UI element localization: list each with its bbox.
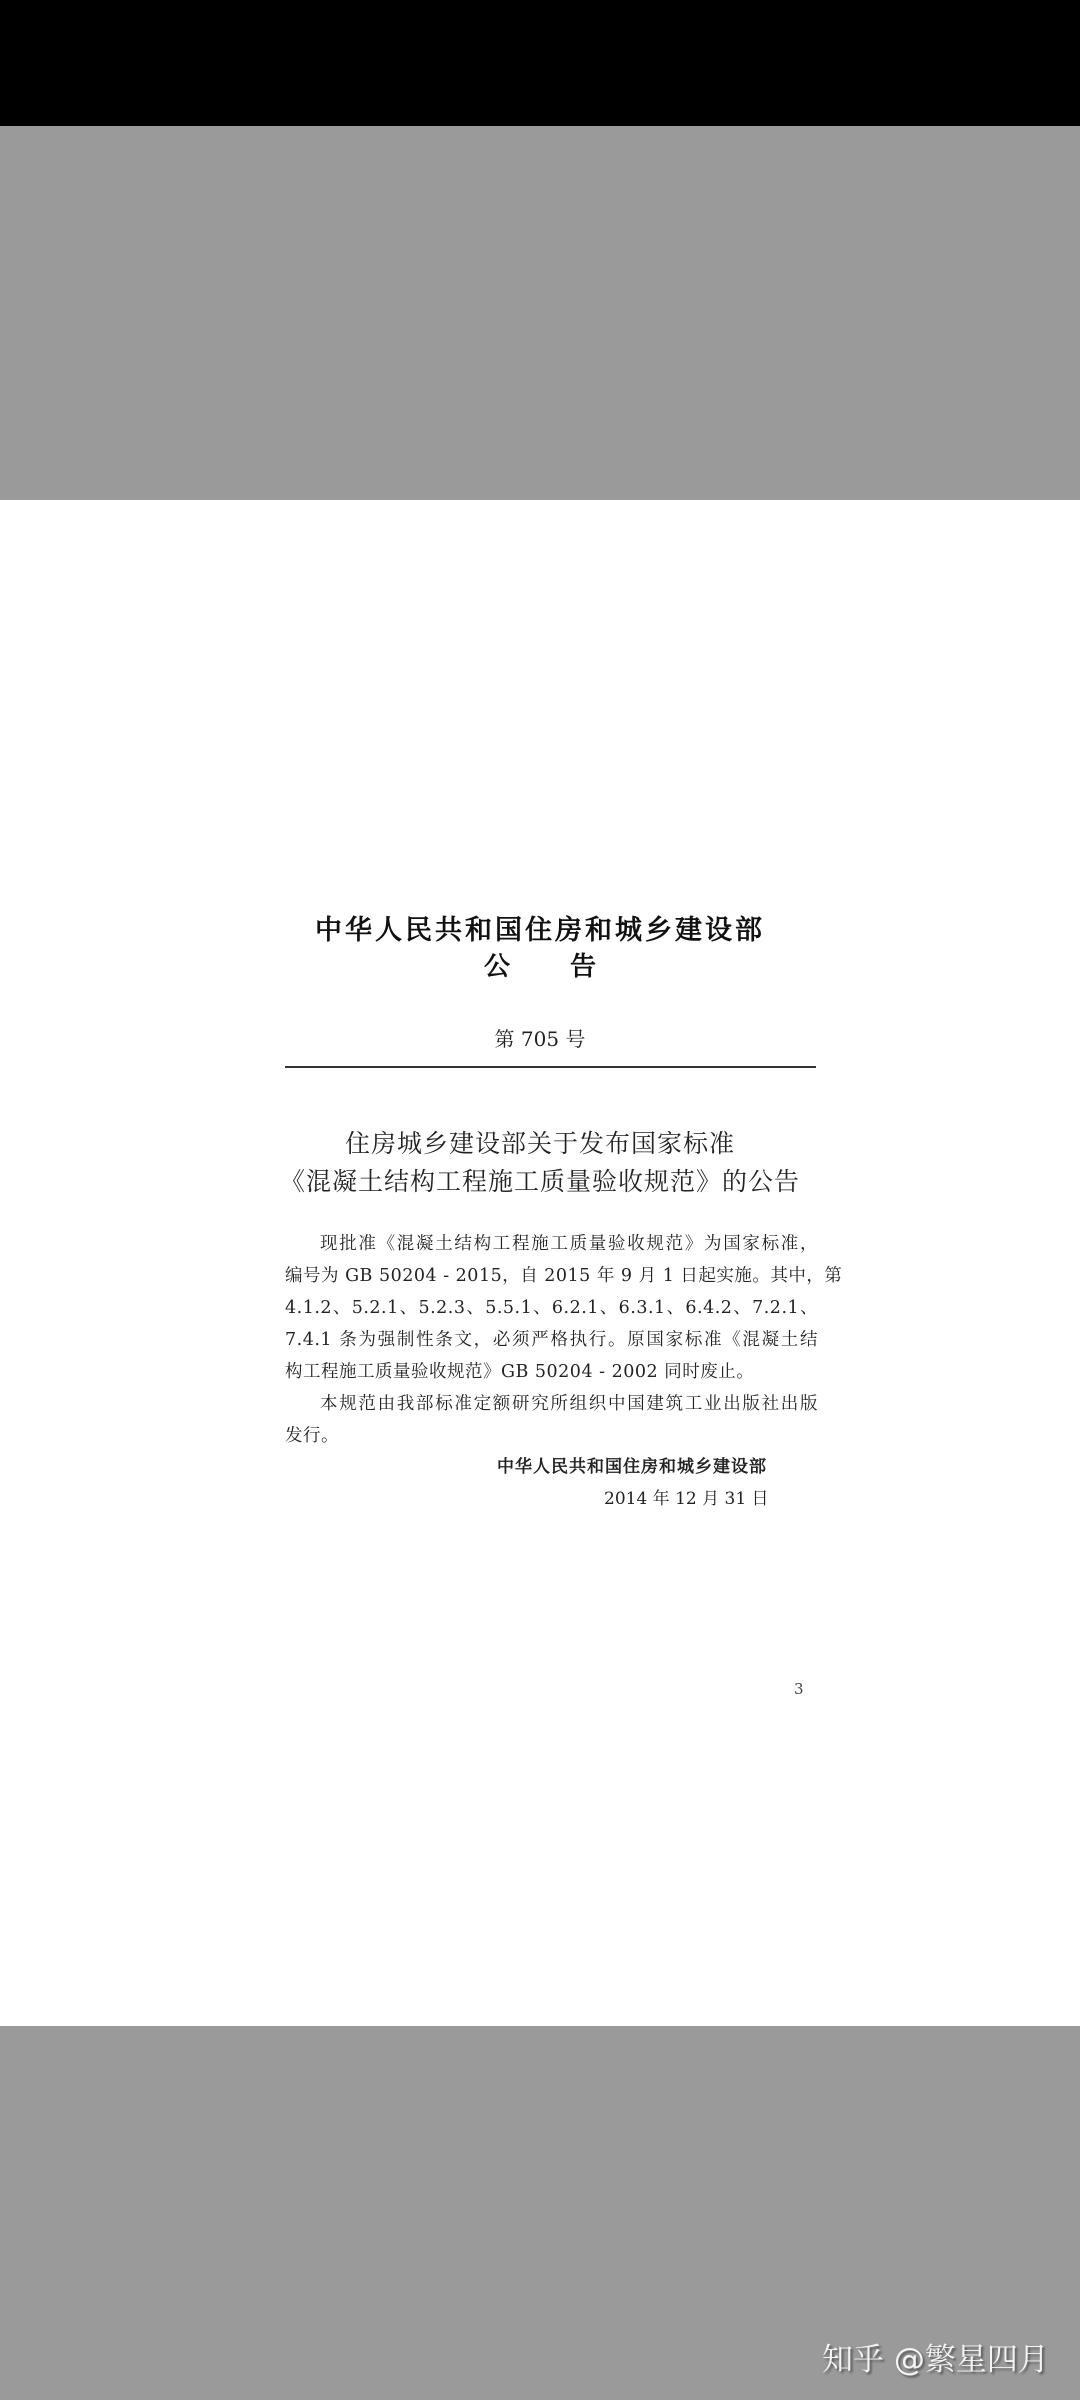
- body-line: 发行。: [285, 1426, 339, 1446]
- zhihu-watermark: 知乎 @繁星四月: [822, 2342, 1049, 2378]
- issuer-title: 中华人民共和国住房和城乡建设部: [315, 915, 765, 946]
- notice-word-2: 告: [570, 952, 597, 982]
- document-page[interactable]: [0, 500, 1080, 2026]
- body-line: 现批准《混凝土结构工程施工质量验收规范》为国家标准，: [320, 1234, 818, 1254]
- viewer-background-top: [0, 126, 1080, 500]
- body-line: 本规范由我部标准定额研究所组织中国建筑工业出版社出版: [320, 1394, 818, 1414]
- page-number: 3: [794, 1680, 804, 1698]
- status-bar: [0, 0, 1080, 126]
- signature-organization: 中华人民共和国住房和城乡建设部: [497, 1457, 767, 1477]
- notice-word-1: 公: [483, 952, 510, 982]
- notice-label: [0, 946, 1080, 983]
- body-line: 4.1.2、5.2.1、5.2.3、5.5.1、6.2.1、6.3.1、6.4.2、7.2.1、: [285, 1298, 818, 1318]
- notice-number: 第 705 号: [494, 1027, 586, 1051]
- body-line: 编号为 GB 50204 - 2015，自 2015 年 9 月 1 日起实施。其中，第: [285, 1266, 843, 1286]
- separator-rule: [285, 1066, 816, 1068]
- announcement-heading-line-2: 《混凝土结构工程施工质量验收规范》的公告: [279, 1167, 800, 1196]
- announcement-heading-line-1: 住房城乡建设部关于发布国家标准: [344, 1129, 735, 1158]
- body-line: 构工程施工质量验收规范》GB 50204 - 2002 同时废止。: [285, 1362, 755, 1382]
- body-line: 7.4.1 条为强制性条文，必须严格执行。原国家标准《混凝土结: [285, 1330, 818, 1350]
- signature-date: 2014 年 12 月 31 日: [604, 1489, 769, 1509]
